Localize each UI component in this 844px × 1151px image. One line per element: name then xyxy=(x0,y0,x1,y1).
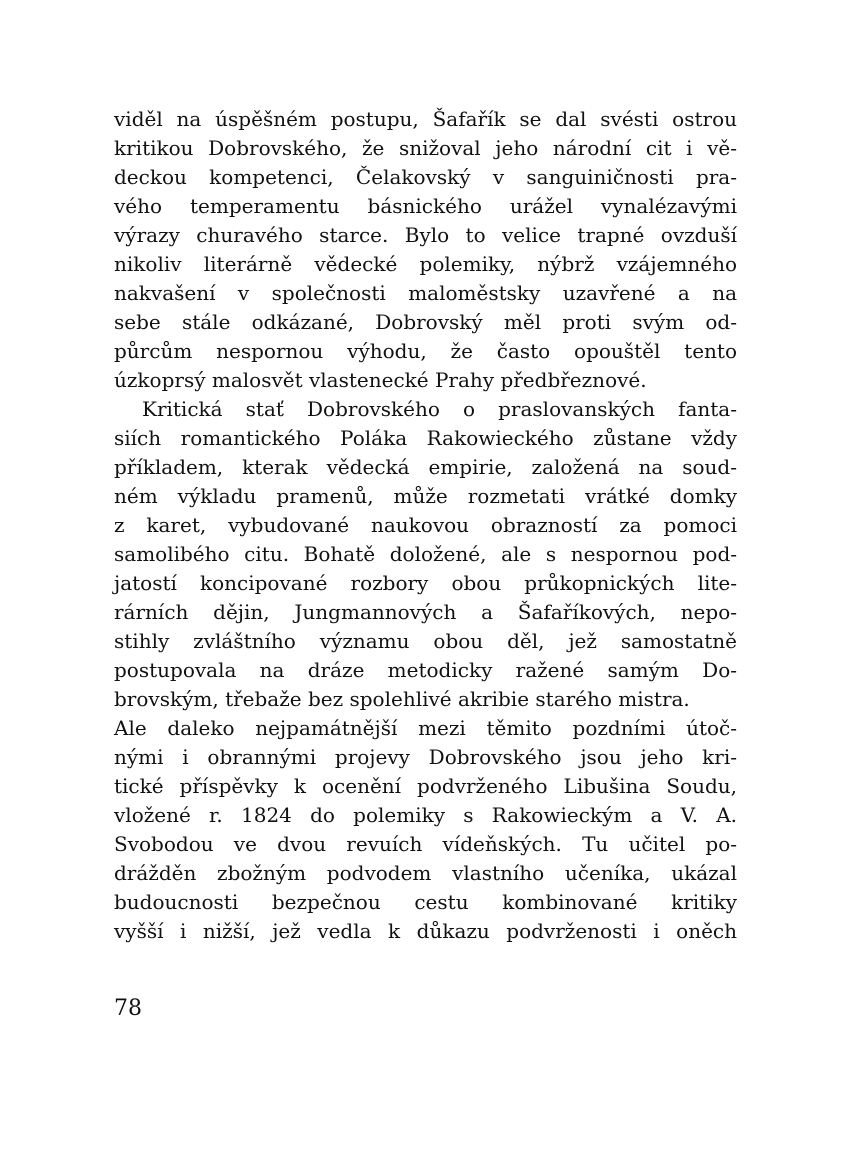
text-line: vložené r. 1824 do polemiky s Rakowieckým a V. A. xyxy=(114,803,737,827)
text-line: Svobodou ve dvou revuích vídeňských. Tu učitel po- xyxy=(114,832,737,856)
text-line: kritikou Dobrovského, že snižoval jeho národní cit i vě- xyxy=(114,136,737,160)
text-line: vyšší i nižší, jež vedla k důkazu podvrženosti i oněch xyxy=(114,919,737,943)
text-line: stihly zvláštního významu obou děl, jež samostatně xyxy=(114,629,737,653)
text-line: Kritická stať Dobrovského o praslovanských fanta- xyxy=(142,397,737,421)
text-line: příkladem, kterak vědecká empirie, založená na soud- xyxy=(114,455,737,479)
text-line: rárních dějin, Jungmannových a Šafaříkových, nepo- xyxy=(114,600,737,624)
text-line: deckou kompetenci, Čelakovský v sanguiničnosti pra- xyxy=(114,165,737,189)
text-line: nikoliv literárně vědecké polemiky, nýbrž vzájemného xyxy=(114,252,737,276)
text-line: výrazy churavého starce. Bylo to velice trapné ovzduší xyxy=(114,223,737,247)
text-line: tické příspěvky k ocenění podvrženého Libušina Soudu, xyxy=(114,774,737,798)
text-line: samolibého citu. Bohatě doložené, ale s nespornou pod- xyxy=(114,542,737,566)
text-line: siích romantického Poláka Rakowieckého zůstane vždy xyxy=(114,426,737,450)
text-line: jatostí koncipované rozbory obou průkopnických lite- xyxy=(114,571,737,595)
text-line: z karet, vybudované naukovou obrazností za pomoci xyxy=(114,513,737,537)
text-line: úzkoprsý malosvět vlastenecké Prahy předbřeznové. xyxy=(114,368,647,392)
text-line: nakvašení v společnosti maloměstsky uzavřené a na xyxy=(114,281,737,305)
text-line: budoucnosti bezpečnou cestu kombinované kritiky xyxy=(114,890,737,914)
text-line: ném výkladu pramenů, může rozmetati vrátké domky xyxy=(114,484,737,508)
page-number: 78 xyxy=(114,996,142,1021)
text-line: sebe stále odkázané, Dobrovský měl proti svým od- xyxy=(114,310,737,334)
text-line: viděl na úspěšném postupu, Šafařík se dal svésti ostrou xyxy=(114,107,737,131)
body-text xyxy=(114,105,737,946)
text-line: postupovala na dráze metodicky ražené samým Do- xyxy=(114,658,737,682)
text-line: drážděn zbožným podvodem vlastního učeníka, ukázal xyxy=(114,861,737,885)
text-line: Ale daleko nejpamátnější mezi těmito pozdními útoč- xyxy=(114,716,737,740)
text-line: půrcům nespornou výhodu, že často opouštěl tento xyxy=(114,339,737,363)
text-line: nými i obrannými projevy Dobrovského jsou jeho kri- xyxy=(114,745,737,769)
text-line: vého temperamentu básnického urážel vynalézavými xyxy=(114,194,737,218)
text-line: brovským, třebaže bez spolehlivé akribie starého mistra. xyxy=(114,687,690,711)
